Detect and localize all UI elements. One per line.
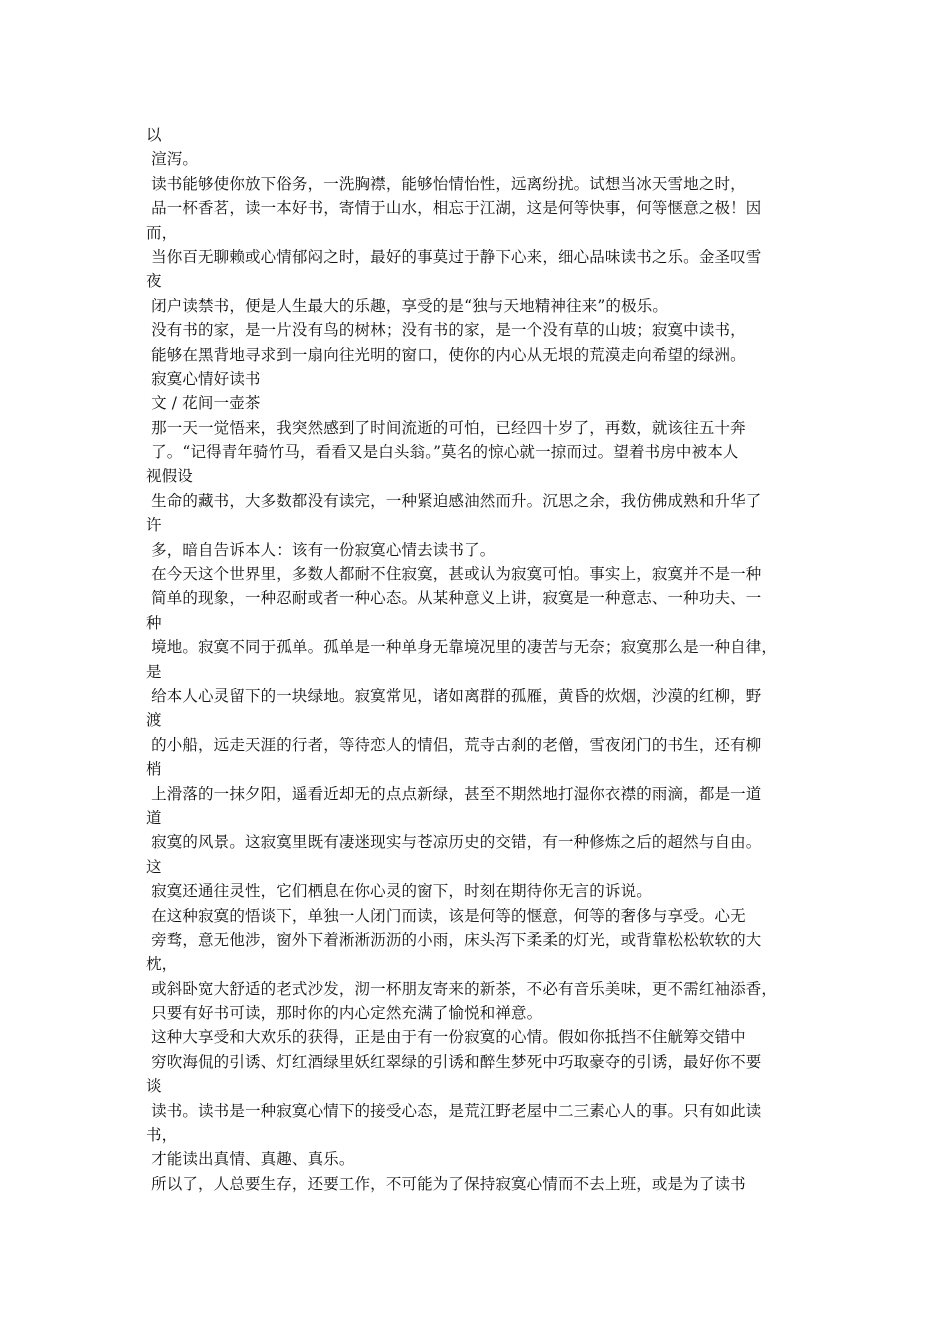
text-line-41: 读书。读书是一种寂寞心情下的接受心态，是荒江野老屋中二三素心人的事。只有如此读 [146,1101,762,1120]
article-body [146,123,826,1196]
text-line-23: 是 [146,662,162,681]
text-line-15: 视假设 [146,467,193,486]
text-line-1: 以 [146,126,162,144]
text-line-5: 而， [146,223,178,242]
text-line-8: 闭户读禁书，便是人生最大的乐趣，享受的是“独与天地精神往来”的极乐。 [146,296,669,315]
text-line-38: 这种大享受和大欢乐的获得，正是由于有一份寂寞的心情。假如你抵挡不住觥筹交错中 [146,1028,746,1047]
text-line-18: 多，暗自告诉本人：该有一份寂寞心情去读书了。 [146,540,496,559]
text-line-24: 给本人心灵留下的一块绿地。寂寞常见，诸如离群的孤雁，黄昏的炊烟，沙漠的红柳，野 [146,686,762,705]
text-line-43: 才能读出真情、真趣、真乐。 [146,1150,355,1169]
text-line-36: 或斜卧宽大舒适的老式沙发，沏一杯朋友寄来的新茶，不必有音乐美味，更不需红袖添香， [146,979,778,998]
text-line-13: 那一天一觉悟来，我突然感到了时间流逝的可怕，已经四十岁了，再数，就该往五十奔 [146,418,746,437]
text-line-25: 渡 [146,711,162,730]
article-byline: 文 / 花间一壶茶 [146,394,261,413]
text-line-3: 读书能够使你放下俗务，一洗胸襟，能够怡情怡性，远离纷扰。试想当冰天雪地之时， [146,174,746,193]
text-line-31: 这 [146,857,162,876]
text-line-20: 简单的现象，一种忍耐或者一种心态。从某种意义上讲，寂寞是一种意志、一种功夫、一 [146,589,762,608]
text-line-33: 在这种寂寞的悟谈下，单独一人闭门而读，该是何等的惬意，何等的奢侈与享受。心无 [146,906,746,925]
text-line-14: 了。“记得青年骑竹马，看看又是白头翁。”莫名的惊心就一掠而过。望着书房中被本人 [146,443,739,462]
text-line-44: 所以了，人总要生存，还要工作，不可能为了保持寂寞心情而不去上班，或是为了读书 [146,1174,746,1193]
text-line-37: 只要有好书可读，那时你的内心定然充满了愉悦和禅意。 [146,1004,543,1023]
text-line-42: 书， [146,1126,178,1145]
text-line-19: 在今天这个世界里，多数人都耐不住寂寞，甚或认为寂寞可怕。事实上，寂寞并不是一种 [146,565,762,584]
text-line-34: 旁骛，意无他涉，窗外下着淅淅沥沥的小雨，床头泻下柔柔的灯光，或背靠松松软软的大 [146,930,762,949]
text-line-26: 的小船，远走天涯的行者，等待恋人的情侣，荒寺古刹的老僧，雪夜闭门的书生，还有柳 [146,735,762,754]
text-line-9: 没有书的家，是一片没有鸟的树林；没有书的家，是一个没有草的山坡；寂寞中读书， [146,321,746,340]
text-line-2: 渲泻。 [146,150,199,169]
text-line-16: 生命的藏书，大多数都没有读完，一种紧迫感油然而升。沉思之余，我仿佛成熟和升华了 [146,491,762,510]
text-line-27: 梢 [146,760,162,779]
text-line-29: 道 [146,808,162,827]
article-title: 寂寞心情好读书 [146,369,261,388]
text-line-30: 寂寞的风景。这寂寞里既有凄迷现实与苍凉历史的交错，有一种修炼之后的超然与自由。 [146,833,762,852]
text-line-32: 寂寞还通往灵性，它们栖息在你心灵的窗下，时刻在期待你无言的诉说。 [146,882,652,901]
text-line-10: 能够在黑背地寻求到一扇向往光明的窗口，使你的内心从无垠的荒漠走向希望的绿洲。 [146,345,746,364]
text-line-21: 种 [146,613,162,632]
text-line-28: 上滑落的一抹夕阳，遥看近却无的点点新绿，甚至不期然地打湿你衣襟的雨滴，都是一道 [146,784,762,803]
text-line-22: 境地。寂寞不同于孤单。孤单是一种单身无靠境况里的凄苦与无奈；寂寞那么是一种自律， [146,638,778,657]
text-line-4: 品一杯香茗，读一本好书，寄情于山水，相忘于江湖，这是何等快事，何等惬意之极！因 [146,199,762,218]
text-line-35: 枕， [146,955,178,974]
text-line-40: 谈 [146,1077,162,1096]
text-line-17: 许 [146,516,162,535]
text-line-6: 当你百无聊赖或心情郁闷之时，最好的事莫过于静下心来，细心品味读书之乐。金圣叹雪 [146,247,762,266]
text-line-39: 穷吹海侃的引诱、灯红酒绿里妖红翠绿的引诱和醉生梦死中巧取豪夺的引诱，最好你不要 [146,1052,762,1071]
text-line-7: 夜 [146,272,162,291]
